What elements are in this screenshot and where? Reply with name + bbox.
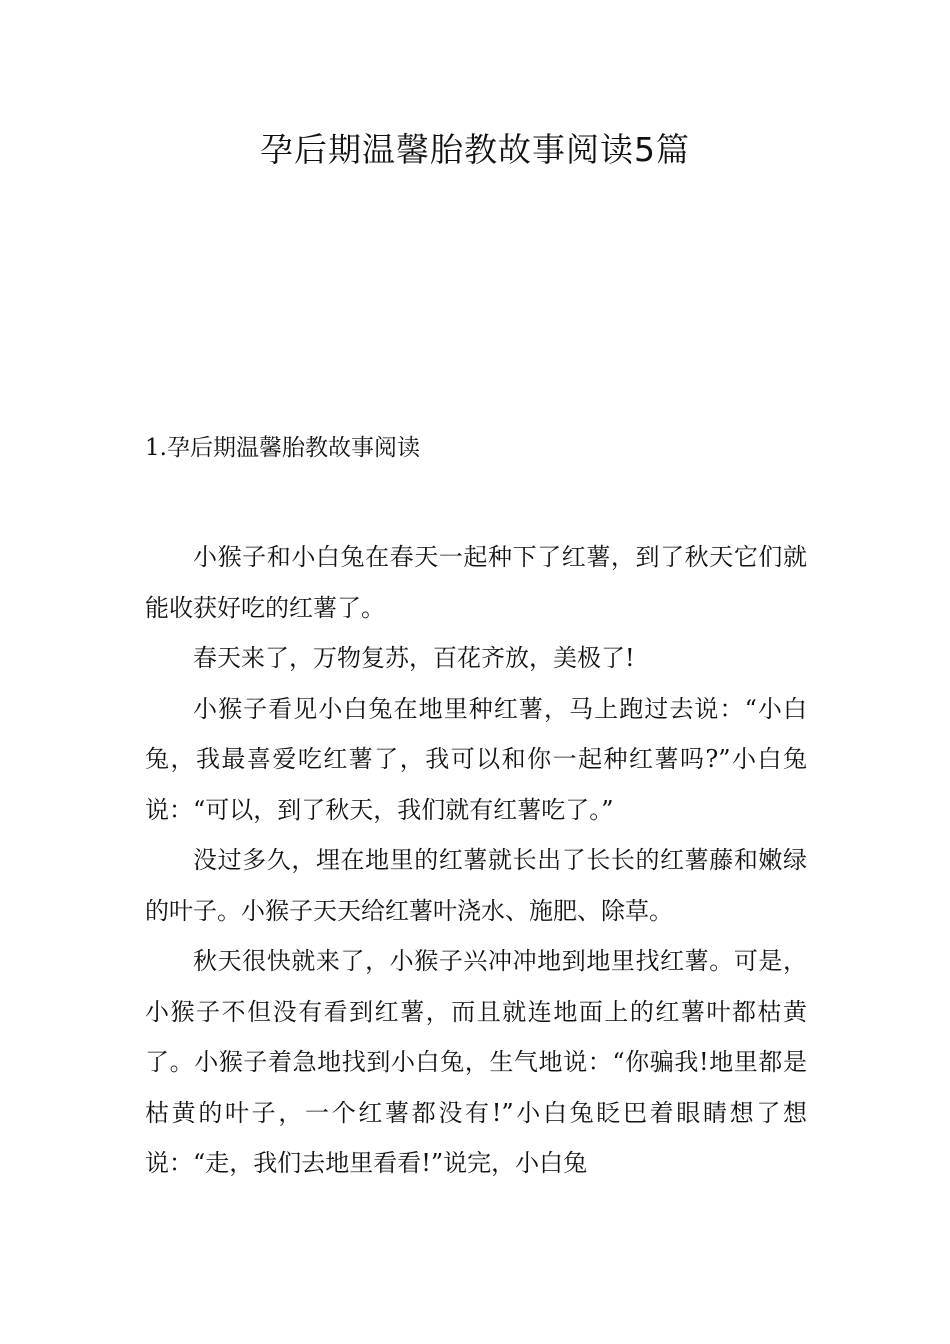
paragraph: 没过多久，埋在地里的红薯就长出了长长的红薯藤和嫩绿的叶子。小猴子天天给红薯叶浇水、施肥、除草。 bbox=[145, 846, 807, 925]
paragraph: 小猴子看见小白兔在地里种红薯，马上跑过去说：“小白兔，我最喜爱吃红薯了，我可以和你一起种红薯吗?”小白兔说：“可以，到了秋天，我们就有红薯吃了。” bbox=[145, 694, 807, 824]
story-body bbox=[145, 532, 807, 1189]
paragraph: 春天来了，万物复苏，百花齐放，美极了! bbox=[193, 644, 635, 672]
document-title: 孕后期温馨胎教故事阅读5篇 bbox=[260, 130, 690, 169]
paragraph: 秋天很快就来了，小猴子兴冲冲地到地里找红薯。可是，小猴子不但没有看到红薯，而且就连地面上的红薯叶都枯黄了。小猴子着急地找到小白兔，生气地说：“你骗我!地里都是枯黄的叶子，一个红薯都没有!”小白兔眨巴着眼睛想了想说：“走，我们去地里看看!”说完，小白兔 bbox=[145, 947, 807, 1177]
paragraph: 小猴子和小白兔在春天一起种下了红薯，到了秋天它们就能收获好吃的红薯了。 bbox=[145, 543, 807, 622]
section-heading: 1.孕后期温馨胎教故事阅读 bbox=[145, 435, 420, 461]
